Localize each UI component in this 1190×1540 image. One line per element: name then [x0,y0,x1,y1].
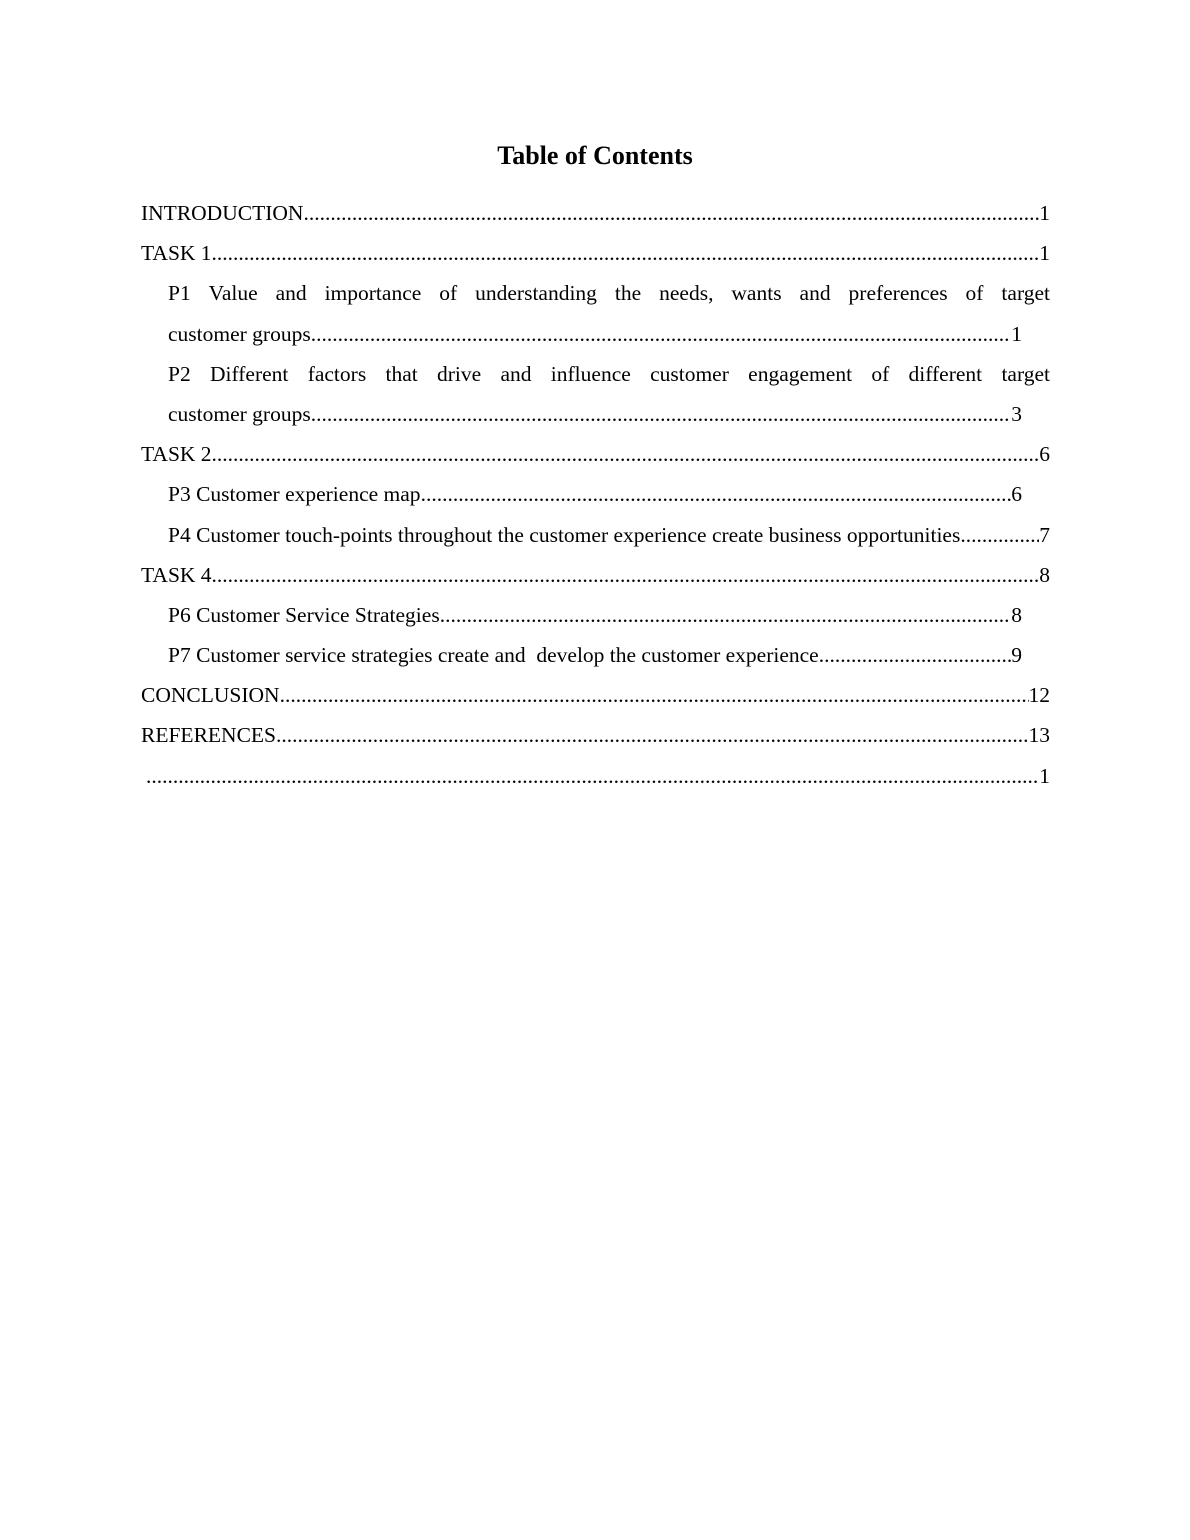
toc-entry-line2 [168,314,1022,354]
dot-leader [421,474,1012,514]
toc-entry-task-2[interactable] [141,434,1050,474]
dot-leader [303,193,1039,233]
toc-entry-label: INTRODUCTION [141,201,304,225]
word: the [614,281,642,306]
toc-entry-label: customer groups [168,321,311,346]
word: and [500,361,532,386]
toc-page-number: 1 [1039,201,1050,225]
toc-page-number: 12 [1028,683,1050,708]
dot-leader [819,635,1012,675]
word: influence [550,361,631,386]
toc-page-number: 13 [1028,723,1050,748]
toc-page-number: 3 [1011,401,1022,426]
toc-entry-p4[interactable] [141,515,1050,555]
word: factors [307,361,367,386]
word: customer [650,361,729,386]
toc-entry-label-line1 [168,273,1050,313]
toc-entry-label: P6 Customer Service Strategies [168,602,440,627]
toc-entry-p7[interactable] [141,635,1022,675]
word: and [799,281,831,306]
word: understanding [475,281,597,306]
toc-entry-introduction[interactable] [141,193,1050,233]
dot-leader [280,675,1029,715]
dot-leader [212,434,1040,474]
toc-entry-label: customer groups [168,401,311,426]
toc-entry-label: P3 Customer experience map [168,482,421,507]
toc-page-number: 7 [1039,522,1050,547]
word: needs, [659,281,714,306]
toc-page-number: 1 [1011,321,1022,346]
toc-entry-references[interactable] [141,715,1050,755]
toc-entry-label: TASK 4 [141,562,212,587]
dot-leader [440,595,1012,635]
dot-leader [276,715,1029,755]
word: wants [731,281,782,306]
toc-page-number: 6 [1039,442,1050,467]
toc-entry-task-4[interactable] [141,555,1050,595]
toc-entry-label-line1 [168,354,1050,394]
toc-entry-conclusion[interactable] [141,675,1050,715]
toc-page-number: 9 [1011,643,1022,668]
dot-leader [212,233,1040,273]
justified-line [168,354,1050,394]
toc-entry-label: P4 Customer touch-points throughout the customer experience create business opportunities. [168,522,966,547]
toc-page-number: 8 [1039,562,1050,587]
toc-entry-label: TASK 1 [141,241,212,266]
word: that [385,361,418,386]
dot-leader [311,394,1012,434]
word: and [275,281,307,306]
word: of [439,281,458,306]
word: drive [437,361,482,386]
word: of [871,361,890,386]
word: importance [324,281,422,306]
toc-entry-label: CONCLUSION [141,683,280,708]
toc-entry-p1[interactable] [141,273,1050,353]
word: engagement [748,361,853,386]
word: preferences [848,281,948,306]
toc-entry-p6[interactable] [141,595,1022,635]
toc-page-number: 6 [1011,482,1022,507]
word: P1 [168,281,191,306]
toc-title: Table of Contents [497,141,693,170]
toc-entry-label: TASK 2 [141,442,212,467]
toc-entry-task-1[interactable] [141,233,1050,273]
dot-leader [146,756,1039,796]
word: different [908,361,983,386]
word: target [1001,361,1050,386]
word: Different [210,361,289,386]
toc-page-number: 1 [1039,763,1050,788]
word: of [965,281,984,306]
dot-leader [311,314,1012,354]
word: target [1001,281,1050,306]
toc-entry-label: P7 Customer service strategies create and develop the customer experience [168,643,819,668]
toc-entry-untitled[interactable] [141,756,1050,796]
toc-entry-label: REFERENCES [141,723,276,748]
toc-entry-p3[interactable] [141,474,1022,514]
word: P2 [168,361,191,386]
toc-page-number: 1 [1039,241,1050,266]
dot-leader [966,515,1040,555]
dot-leader [212,555,1040,595]
toc-list [141,193,1050,796]
justified-line [168,273,1050,313]
toc-page-number: 8 [1011,602,1022,627]
toc-entry-line2 [168,394,1022,434]
toc-entry-p2[interactable] [141,354,1050,434]
word: Value [208,281,258,306]
